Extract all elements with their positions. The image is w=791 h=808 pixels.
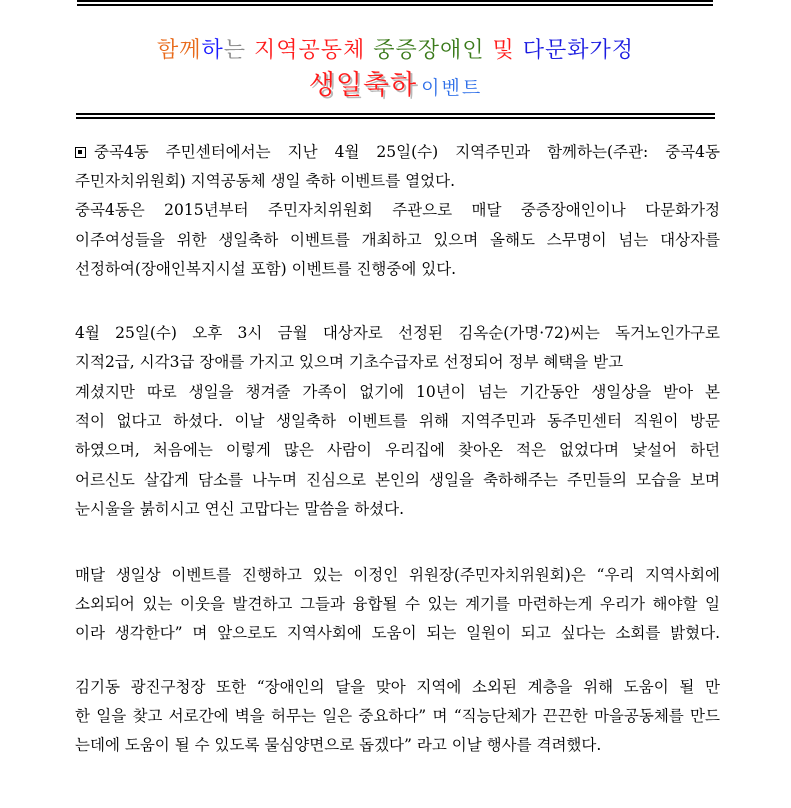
headline-segment: 다문화가정 — [522, 38, 635, 63]
headline-sub-text: 이벤트 — [421, 77, 483, 99]
paragraph-4-line: 한 일을 찾고 서로간에 벽을 허무는 일은 중요하다” 며 “직능단체가 끈끈한 마을공동체를 만드 — [75, 707, 720, 725]
paragraph-2-line: 4월 25일(수) 오후 3시 금월 대상자로 선정된 김옥순(가명·72)씨는 독거노인가구로 — [75, 324, 720, 342]
headline-segment: 지역공동체 — [253, 38, 374, 63]
paragraph-2-line: 하였으며, 처음에는 이렇게 많은 사람이 우리집에 찾아온 적은 없었다며 낯설어 하던 — [75, 441, 720, 459]
headline-line-2 — [0, 63, 791, 102]
headline-line-1 — [0, 33, 791, 64]
paragraph-4-line: 는데에 도움이 될 수 있도록 물심양면으로 돕겠다” 라고 이날 행사를 격려했다. — [75, 736, 602, 754]
headline-segment: 하 — [201, 38, 224, 63]
headline-segment: 는 — [223, 38, 254, 63]
bottom-double-rule — [76, 113, 715, 119]
paragraph-2-line: 계셨지만 따로 생일을 챙겨줄 가족이 없기에 10년이 넘는 기간동안 생일상을 받아 본 — [75, 383, 720, 401]
paragraph-1-line: 이주여성들을 위한 생일축하 이벤트를 개최하고 있으며 올해도 스무명이 넘는 대상자를 — [75, 231, 720, 249]
paragraph-1-line — [75, 142, 720, 162]
square-bullet-icon — [75, 147, 86, 158]
paragraph-4-line: 김기동 광진구청장 또한 “장애인의 달을 맞아 지역에 소외된 계층을 위해 도움이 될 만 — [75, 678, 720, 696]
top-double-rule — [77, 0, 713, 6]
text-run: 중곡4동 주민센터에서는 지난 4월 25일(수) 지역주민과 함께하는(주관: 중곡4동 — [94, 143, 720, 161]
headline-segment: 및 — [492, 38, 523, 63]
paragraph-1-line: 중곡4동은 2015년부터 주민자치위원회 주관으로 매달 중증장애인이나 다문화가정 — [75, 201, 720, 219]
paragraph-2-line: 적이 없다고 하셨다. 이날 생일축하 이벤트를 위해 지역주민과 동주민센터 직원이 방문 — [75, 412, 720, 430]
headline-main-text: 생일축하 — [308, 70, 418, 101]
paragraph-3-line: 이라 생각한다” 며 앞으로도 지역사회에 도움이 되는 일원이 되고 싶다는 소회를 밝혔다. — [75, 624, 720, 642]
paragraph-2-line: 어르신도 살갑게 담소를 나누며 진심으로 본인의 생일을 축하해주는 주민들의 모습을 보며 — [75, 471, 720, 489]
paragraph-3-line: 매달 생일상 이벤트를 진행하고 있는 이정인 위원장(주민자치위원회)은 “우리 지역사회에 — [75, 566, 720, 584]
headline-segment: 중증장애인 — [373, 38, 493, 63]
paragraph-2-line: 눈시울을 붉히시고 연신 고맙다는 말씀을 하셨다. — [75, 500, 405, 518]
paragraph-1-line: 선정하여(장애인복지시설 포함) 이벤트를 진행중에 있다. — [75, 260, 457, 278]
paragraph-3-line: 소외되어 있는 이웃을 발견하고 그들과 융합될 수 있는 계기를 마련하는게 우리가 해야할 일 — [75, 595, 720, 613]
paragraph-1-line: 주민자치위원회) 지역공동체 생일 축하 이벤트를 열었다. — [75, 172, 455, 190]
paragraph-2-line: 지적2급, 시각3급 장애를 가지고 있으며 기초수급자로 선정되어 정부 혜택을 받고 — [75, 353, 624, 371]
headline-segment: 함께 — [156, 38, 202, 63]
